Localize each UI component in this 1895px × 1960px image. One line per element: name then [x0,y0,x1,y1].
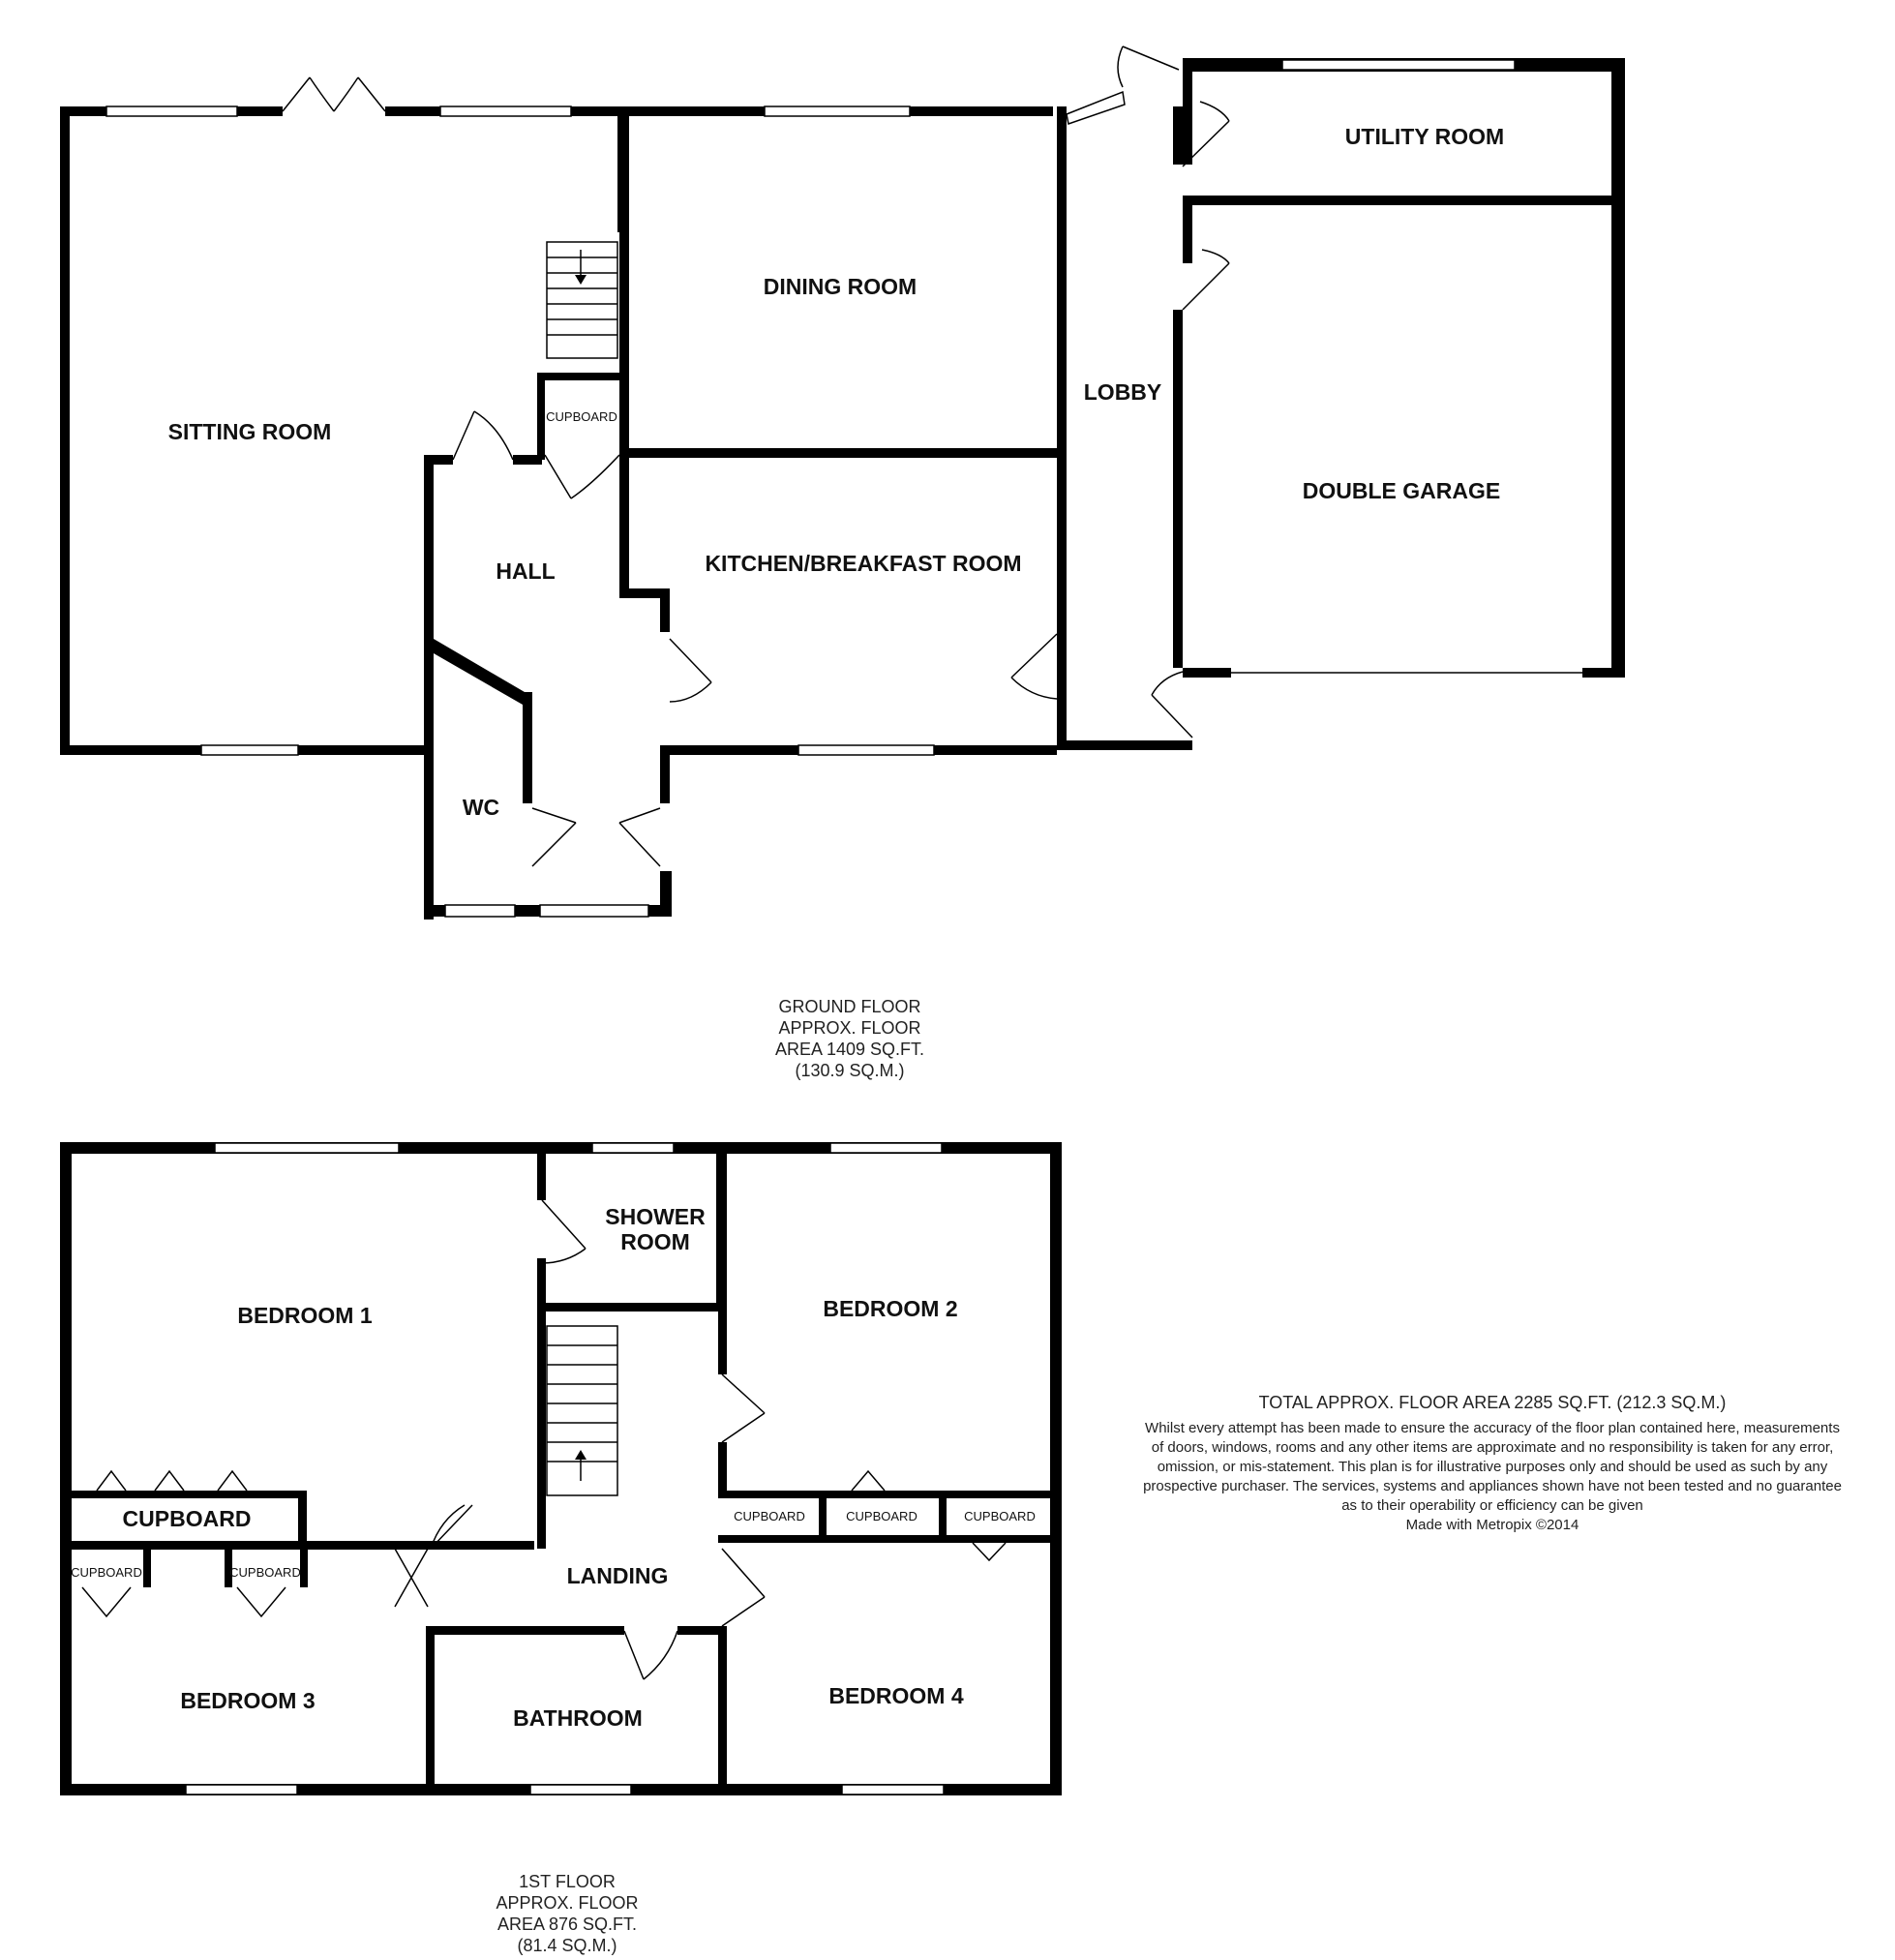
door [1118,46,1179,87]
wall [426,1626,624,1635]
svg-text:APPROX. FLOOR: APPROX. FLOOR [778,1018,921,1038]
wall [537,1303,726,1312]
door [624,1631,677,1679]
wall [298,1491,307,1549]
door [1011,634,1057,699]
wall [1173,106,1183,165]
svg-text:AREA 1409 SQ.FT.: AREA 1409 SQ.FT. [774,1040,925,1059]
ground-floor-plan [60,46,1625,1080]
door [722,1549,765,1626]
wall [1582,668,1625,678]
window [106,106,237,116]
total-area: TOTAL APPROX. FLOOR AREA 2285 SQ.FT. (212.3 SQ.M.) [1258,1393,1727,1412]
shower-room-label-1: SHOWER [605,1204,706,1229]
wall [424,455,453,465]
wall [537,373,624,380]
bedroom-1-label: BEDROOM 1 [237,1303,373,1328]
svg-text:GROUND FLOOR: GROUND FLOOR [778,997,921,1016]
window [186,1785,297,1794]
cupboard-large-label: CUPBOARD [122,1506,252,1531]
cupboard-door [545,455,619,498]
disclaimer-line: omission, or mis-statement. This plan is for illustrative purposes only and should be used as such by any [1157,1459,1828,1475]
svg-text:1ST FLOOR: 1ST FLOOR [519,1872,616,1891]
bathroom-label: BATHROOM [513,1705,643,1731]
wall [619,455,629,595]
door [1152,672,1192,738]
window [592,1143,674,1153]
wall [1611,58,1625,678]
wall [718,1152,727,1374]
wall [718,1491,1052,1498]
svg-text:APPROX. FLOOR: APPROX. FLOOR [496,1893,639,1913]
wall [1183,668,1231,678]
cupboard-label: CUPBOARD [546,409,617,424]
lobby-label: LOBBY [1083,379,1162,405]
ground-floor-caption [775,997,924,1080]
cupboard-label: CUPBOARD [734,1509,805,1523]
disclaimer-block [1143,1393,1842,1533]
wall [434,639,532,803]
wall [718,1626,727,1786]
cupboard-label: CUPBOARD [846,1509,917,1523]
utility-room-label: UTILITY ROOM [1344,124,1505,149]
wall [60,745,201,755]
wall [819,1491,827,1541]
door [670,639,711,702]
wall [1183,196,1623,205]
wall [718,1535,1052,1543]
wall [523,692,532,803]
wall [1183,58,1192,165]
staircase-first [547,1326,617,1495]
window [830,1143,942,1153]
wall [1057,740,1192,750]
first-floor-plan [60,1142,1062,1955]
wall [619,106,629,455]
window [540,905,648,917]
wall [1183,205,1192,263]
bedroom-3-label: BEDROOM 3 [180,1688,316,1713]
wall [660,588,670,632]
svg-text:(130.9 SQ.M.): (130.9 SQ.M.) [795,1061,905,1080]
credit: Made with Metropix ©2014 [1405,1517,1579,1533]
wall [537,373,545,460]
cupboard-label: CUPBOARD [229,1565,301,1580]
window [440,106,571,116]
wall [60,106,70,755]
wall [300,1549,308,1587]
door [532,808,576,866]
door [1067,92,1125,124]
wall [60,1142,72,1795]
window [842,1785,944,1794]
wall [298,745,424,755]
double-garage-label: DOUBLE GARAGE [1302,478,1501,503]
wall [70,1541,534,1550]
disclaimer-line: of doors, windows, rooms and any other items are approximate and no responsibility is taken for any error, [1151,1439,1834,1456]
door [542,1200,586,1263]
wall [660,871,672,917]
wall [619,448,1065,458]
wall [537,1258,546,1549]
cupboard-label: CUPBOARD [71,1565,142,1580]
door [395,1549,428,1607]
wall [513,455,542,465]
wall [1050,1142,1062,1795]
wc-label: WC [462,795,500,820]
wall [939,1491,947,1541]
sliding-door [201,745,298,755]
sitting-room-label: SITTING ROOM [167,419,332,444]
cupboard-label: CUPBOARD [964,1509,1036,1523]
svg-text:AREA 876 SQ.FT.: AREA 876 SQ.FT. [496,1915,638,1934]
hall-label: HALL [496,558,556,584]
dining-room-label: DINING ROOM [763,274,917,299]
kitchen-label: KITCHEN/BREAKFAST ROOM [705,551,1022,576]
disclaimer-line: as to their operability or efficiency can be given [1341,1497,1643,1514]
french-door [283,77,385,111]
cupboard-doors [82,1587,286,1616]
window [215,1143,399,1153]
wall [1173,310,1183,668]
shower-room-label-2: ROOM [620,1229,690,1254]
window [1282,60,1515,70]
disclaimer-line: Whilst every attempt has been made to ensure the accuracy of the floor plan contained here, measurements [1145,1420,1840,1436]
sliding-door [765,106,910,116]
bedroom-4-label: BEDROOM 4 [828,1683,964,1708]
window [798,745,934,755]
wall [424,455,434,920]
wall [1057,106,1067,750]
window [530,1785,631,1794]
wall [718,1442,727,1491]
svg-text:(81.4 SQ.M.): (81.4 SQ.M.) [517,1936,617,1955]
wall [70,1491,307,1498]
wall [143,1549,151,1587]
door [722,1374,765,1442]
disclaimer-line: prospective purchaser. The services, systems and appliances shown have not been tested and no guarantee [1143,1478,1842,1494]
door [619,808,660,866]
staircase-ground [547,242,617,358]
bedroom-2-label: BEDROOM 2 [823,1296,958,1321]
window [445,905,515,917]
wardrobe-doors [97,1471,247,1491]
wall [537,1152,546,1200]
door [453,411,513,460]
wall [426,1626,435,1786]
landing-label: LANDING [566,1563,669,1588]
first-floor-caption [496,1872,638,1955]
